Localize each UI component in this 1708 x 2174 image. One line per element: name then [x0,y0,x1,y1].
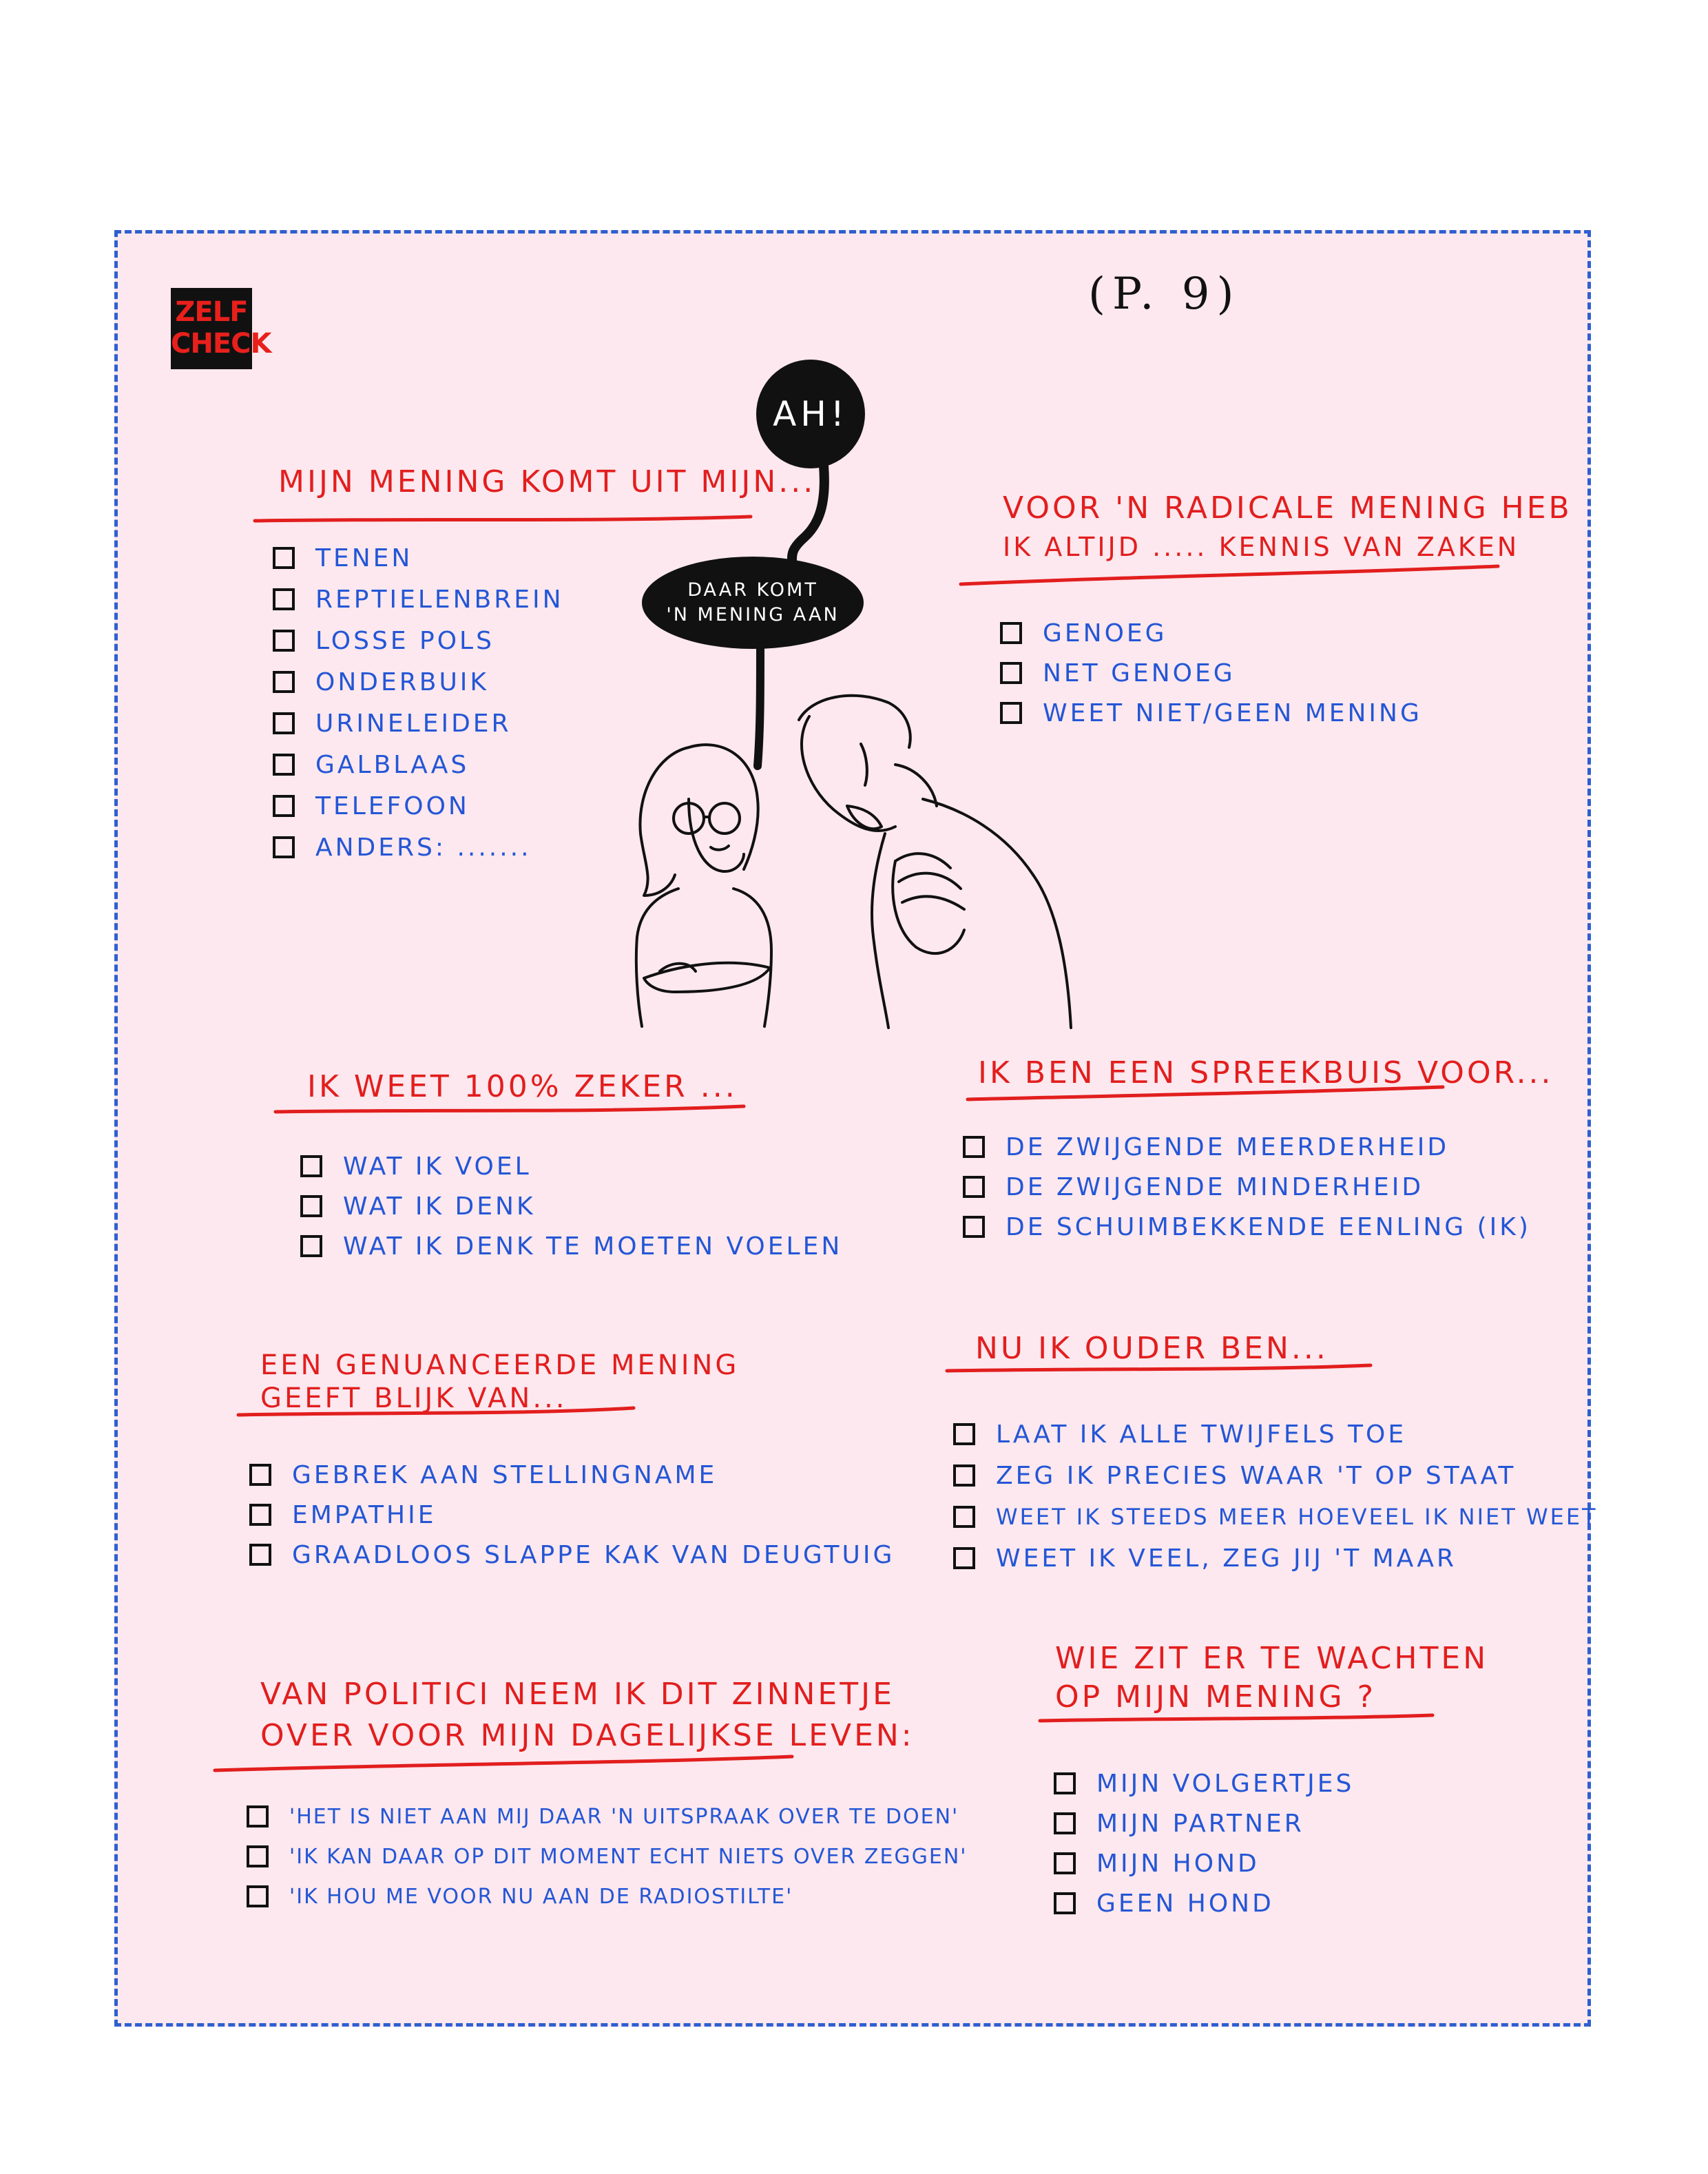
section-2-heading [1003,489,1572,566]
option-label: GEBREK AAN STELLINGNAME [292,1460,718,1489]
list-item[interactable] [273,827,564,868]
checkbox[interactable] [953,1464,975,1487]
checkbox[interactable] [247,1845,269,1867]
checkbox[interactable] [273,588,295,610]
option-label: LAAT IK ALLE TWIJFELS TOE [996,1420,1407,1449]
option-label: TENEN [315,544,413,572]
heading-line: OP MIJN MENING ? [1055,1679,1376,1715]
bubble-mening-line-2: 'N MENING AAN [666,604,840,625]
bubble-ah-text: AH! [773,394,848,434]
list-item[interactable] [273,537,564,579]
option-label: GENOEG [1043,619,1167,648]
option-label: WEET NIET/GEEN MENING [1043,698,1422,727]
option-label: URINELEIDER [315,709,512,738]
option-label: WAT IK VOEL [343,1152,532,1181]
list-item[interactable] [1000,613,1422,653]
heading-line: OVER VOOR MIJN DAGELIJKSE LEVEN: [260,1718,915,1753]
list-item[interactable] [953,1455,1598,1496]
list-item[interactable] [953,1538,1598,1579]
list-item[interactable] [1000,693,1422,733]
checkbox[interactable] [963,1216,985,1238]
section-8-heading [1055,1639,1488,1717]
section-4-heading [978,1054,1554,1093]
option-label: WEET IK STEEDS MEER HOEVEEL IK NIET WEET [996,1504,1598,1530]
list-item[interactable] [249,1535,895,1575]
list-item[interactable] [953,1414,1598,1455]
list-item[interactable] [247,1876,968,1916]
checkbox[interactable] [1000,662,1022,684]
page-number: (P. 9) [1088,269,1241,320]
option-label: 'IK KAN DAAR OP DIT MOMENT ECHT NIETS OVER ZEGGEN' [289,1844,968,1869]
checkbox[interactable] [273,671,295,693]
heading-line: IK WEET 100% ZEKER ... [307,1069,738,1104]
checkbox[interactable] [247,1885,269,1907]
checkbox[interactable] [273,712,295,734]
checkbox[interactable] [963,1136,985,1158]
list-item[interactable] [963,1127,1531,1167]
checkbox[interactable] [300,1235,322,1257]
option-label: 'HET IS NIET AAN MIJ DAAR 'N UITSPRAAK OVER TE DOEN' [289,1804,959,1829]
heading-line: IK BEN EEN SPREEKBUIS VOOR... [978,1055,1554,1090]
logo-line-2: CHECK [171,328,271,360]
section-6-heading [975,1329,1329,1368]
heading-line: EEN GENUANCEERDE MENING [260,1349,740,1381]
option-label: MIJN HOND [1096,1849,1260,1878]
list-item[interactable] [273,785,564,827]
heading-line: VAN POLITICI NEEM IK DIT ZINNETJE [260,1677,895,1712]
heading-line: IK ALTIJD ..... KENNIS VAN ZAKEN [1003,532,1520,562]
option-label: ANDERS: ....... [315,833,532,862]
checkbox[interactable] [249,1464,271,1486]
checkbox[interactable] [273,836,295,858]
checkbox[interactable] [953,1506,975,1528]
option-label: MIJN PARTNER [1096,1809,1304,1838]
checkbox[interactable] [1000,622,1022,644]
option-label: REPTIELENBREIN [315,585,564,614]
option-label: WAT IK DENK TE MOETEN VOELEN [343,1232,843,1261]
list-item[interactable] [273,579,564,620]
man-figure [799,696,1071,1028]
option-label: ONDERBUIK [315,667,490,696]
checkbox[interactable] [247,1805,269,1828]
option-label: DE SCHUIMBEKKENDE EENLING (IK) [1006,1212,1531,1241]
checkbox[interactable] [249,1504,271,1526]
list-item[interactable] [963,1167,1531,1207]
section-6-options [953,1414,1598,1579]
list-item[interactable] [273,661,564,703]
option-label: 'IK HOU ME VOOR NU AAN DE RADIOSTILTE' [289,1884,793,1909]
section-3-heading [307,1068,738,1106]
heading-line: GEEFT BLIJK VAN... [260,1383,567,1414]
bubble-tail-middle [758,648,760,766]
heading-line: NU IK OUDER BEN... [975,1331,1329,1366]
section-1-options [273,537,564,868]
checkbox[interactable] [953,1423,975,1445]
option-label: LOSSE POLS [315,626,494,655]
bubble-mening-line-1: DAAR KOMT [687,579,818,601]
option-label: NET GENOEG [1043,659,1236,687]
option-label: DE ZWIJGENDE MINDERHEID [1006,1172,1424,1201]
list-item[interactable] [1054,1843,1354,1883]
checkbox[interactable] [249,1544,271,1566]
list-item[interactable] [300,1186,842,1226]
checkbox[interactable] [273,795,295,817]
checkbox[interactable] [273,754,295,776]
list-item[interactable] [963,1207,1531,1247]
option-label: GEEN HOND [1096,1889,1274,1918]
option-label: DE ZWIJGENDE MEERDERHEID [1006,1132,1450,1161]
section-7-options [247,1797,968,1916]
checkbox[interactable] [300,1195,322,1217]
list-item[interactable] [247,1797,968,1836]
section-7-heading [260,1674,915,1757]
checkbox[interactable] [1000,702,1022,724]
checkbox[interactable] [300,1155,322,1177]
checkbox[interactable] [273,547,295,569]
section-4-options [963,1127,1531,1247]
section-5-heading [260,1349,739,1415]
checkbox[interactable] [1054,1812,1076,1834]
checkbox[interactable] [1054,1892,1076,1914]
list-item[interactable] [300,1226,842,1266]
section-5-options [249,1455,895,1575]
section-3-options [300,1146,842,1266]
list-item[interactable] [273,620,564,661]
checkbox[interactable] [953,1547,975,1569]
heading-line: VOOR 'N RADICALE MENING HEB [1003,490,1572,526]
woman-figure [636,745,771,1026]
list-item[interactable] [953,1496,1598,1538]
option-label: GRAADLOOS SLAPPE KAK VAN DEUGTUIG [292,1540,895,1569]
option-label: WEET IK VEEL, ZEG JIJ 'T MAAR [996,1544,1457,1573]
list-item[interactable] [1000,653,1422,693]
section-2-options [1000,613,1422,733]
list-item[interactable] [1054,1763,1354,1803]
section-1-heading [278,463,815,501]
heading-line: WIE ZIT ER TE WACHTEN [1055,1641,1489,1676]
list-item[interactable] [249,1495,895,1535]
list-item[interactable] [249,1455,895,1495]
list-item[interactable] [1054,1883,1354,1923]
list-item[interactable] [247,1836,968,1876]
option-label: TELEFOON [315,791,470,820]
checkbox[interactable] [1054,1772,1076,1794]
list-item[interactable] [273,703,564,744]
checkbox[interactable] [273,630,295,652]
option-label: WAT IK DENK [343,1192,536,1221]
list-item[interactable] [300,1146,842,1186]
option-label: ZEG IK PRECIES WAAR 'T OP STAAT [996,1461,1517,1490]
option-label: MIJN VOLGERTJES [1096,1769,1355,1798]
option-label: GALBLAAS [315,750,470,779]
list-item[interactable] [273,744,564,785]
checkbox[interactable] [963,1176,985,1198]
checkbox[interactable] [1054,1852,1076,1874]
section-8-options [1054,1763,1354,1923]
logo-line-1: ZELF [175,296,248,328]
heading-line: MIJN MENING KOMT UIT MIJN... [278,464,816,499]
list-item[interactable] [1054,1803,1354,1843]
option-label: EMPATHIE [292,1500,437,1529]
